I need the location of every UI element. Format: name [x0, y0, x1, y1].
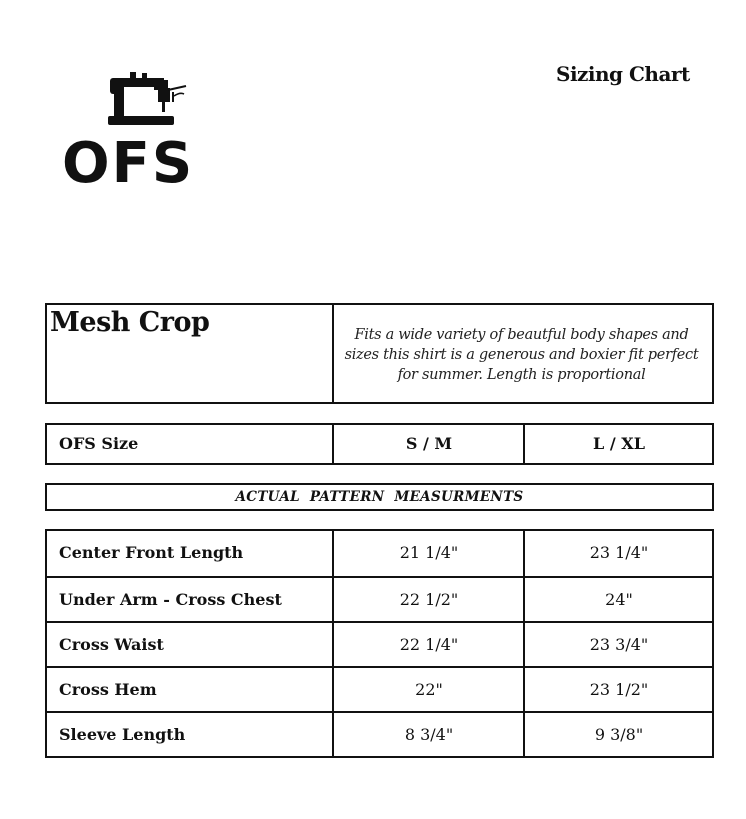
table-row — [47, 576, 712, 621]
brand-name: OFS — [62, 131, 195, 196]
measurements-banner-label: ACTUAL PATTERN MEASURMENTS — [235, 489, 524, 505]
sewing-machine-icon — [106, 72, 190, 128]
row-label: Under Arm - Cross Chest — [59, 590, 282, 609]
table-row — [47, 531, 712, 576]
row-value-sm: 21 1/4" — [399, 543, 459, 562]
row-value-sm: 22 1/4" — [399, 635, 459, 654]
size-header-lxl: L / XL — [593, 434, 645, 453]
chart-title: Sizing Chart — [556, 62, 690, 86]
size-header-label: OFS Size — [59, 434, 139, 453]
product-header — [45, 303, 714, 404]
row-label: Center Front Length — [59, 543, 244, 562]
row-value-lxl: 23 1/4" — [589, 543, 649, 562]
row-value-sm: 22" — [415, 680, 443, 699]
row-value-sm: 8 3/4" — [404, 725, 454, 744]
product-description: Fits a wide variety of beautful body shapes and sizes this shirt is a generous and boxier fit perfect for summer. Length is proportional — [344, 327, 699, 383]
row-label: Sleeve Length — [59, 725, 186, 744]
table-row — [47, 621, 712, 666]
row-label: Cross Hem — [59, 680, 157, 699]
measurements-banner — [45, 483, 714, 511]
row-value-lxl: 23 1/2" — [589, 680, 649, 699]
row-value-lxl: 23 3/4" — [589, 635, 649, 654]
row-value-lxl: 9 3/8" — [594, 725, 644, 744]
size-header-sm: S / M — [405, 434, 453, 453]
table-row — [47, 666, 712, 711]
brand-logo — [62, 72, 224, 200]
product-name: Mesh Crop — [50, 307, 210, 338]
row-label: Cross Waist — [59, 635, 164, 654]
table-row — [47, 711, 712, 756]
size-header-row — [45, 423, 714, 465]
divider — [332, 305, 334, 402]
row-value-lxl: 24" — [605, 590, 633, 609]
row-value-sm: 22 1/2" — [399, 590, 459, 609]
measurements-table — [45, 529, 714, 758]
